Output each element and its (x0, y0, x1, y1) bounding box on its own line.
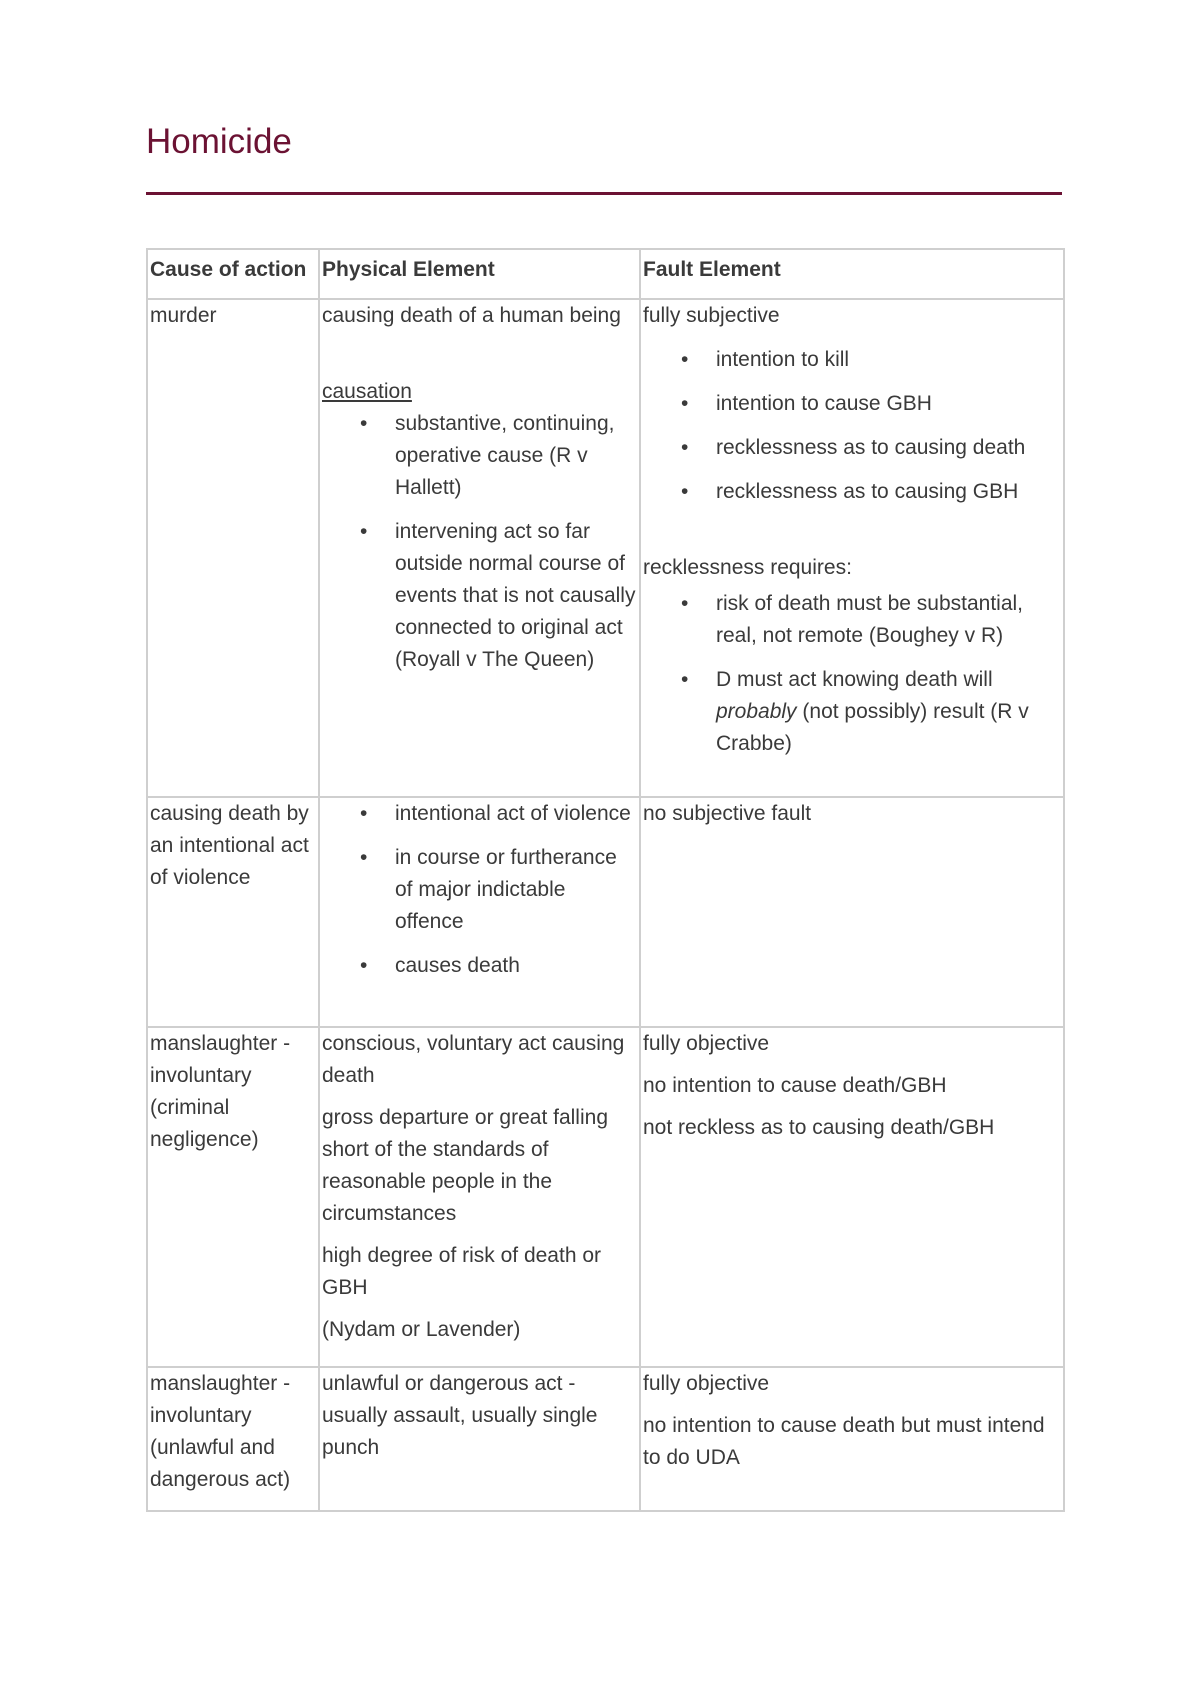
list-item: • substantive, continuing, operative cause (R v Hallett) (322, 408, 637, 504)
cause-cell: murder (147, 299, 319, 797)
recklessness-subheading: recklessness requires: (643, 556, 852, 579)
list-item: • risk of death must be substantial, real, not remote (Boughey v R) (643, 588, 1061, 652)
fault-cell (640, 1367, 1064, 1511)
list-item (643, 664, 1061, 760)
list-item: • recklessness as to causing GBH (643, 476, 1061, 508)
paragraph: gross departure or great falling short of the standards of reasonable people in the circumstances (322, 1106, 608, 1225)
table-header-row (147, 249, 1064, 299)
cause-cell: manslaughter - involuntary (criminal negligence) (147, 1027, 319, 1367)
physical-list (322, 798, 637, 982)
paragraph: unlawful or dangerous act - usually assault, usually single punch (322, 1372, 598, 1459)
causation-subheading: causation (322, 380, 412, 403)
cause-cell: manslaughter - involuntary (unlawful and dangerous act) (147, 1367, 319, 1511)
table-row (147, 1367, 1064, 1511)
paragraph: not reckless as to causing death/GBH (643, 1116, 995, 1139)
title-rule (146, 192, 1062, 195)
recklessness-list (643, 588, 1061, 760)
physical-cell (319, 1027, 640, 1367)
list-item: • recklessness as to causing death (643, 432, 1061, 464)
list-item: • intention to cause GBH (643, 388, 1061, 420)
cause-cell: causing death by an intentional act of violence (147, 797, 319, 1027)
table-row (147, 1027, 1064, 1367)
list-item: • intention to kill (643, 344, 1061, 376)
list-item: • in course or furtherance of major indictable offence (322, 842, 637, 938)
header-fault-element: Fault Element (640, 249, 1064, 299)
page-title: Homicide (146, 122, 292, 161)
table-row (147, 299, 1064, 797)
fault-list (643, 344, 1061, 508)
header-cause-of-action: Cause of action (147, 249, 319, 299)
physical-cell (319, 1367, 640, 1511)
physical-cell (319, 299, 640, 797)
paragraph: no intention to cause death/GBH (643, 1074, 947, 1097)
table-row (147, 797, 1064, 1027)
emphasis-text: probably (716, 700, 797, 723)
paragraph: high degree of risk of death or GBH (322, 1244, 602, 1299)
paragraph: fully objective (643, 1032, 770, 1055)
list-item: • causes death (322, 950, 637, 982)
causation-list (322, 408, 637, 676)
physical-intro: causing death of a human being (322, 304, 621, 327)
list-item: • intervening act so far outside normal course of events that is not causally connected to original act (Royall v The Queen) (322, 516, 637, 676)
homicide-table (146, 248, 1065, 1512)
paragraph: no intention to cause death but must intend to do UDA (643, 1414, 1045, 1469)
fault-cell (640, 299, 1064, 797)
header-physical-element: Physical Element (319, 249, 640, 299)
paragraph: fully objective (643, 1372, 770, 1395)
physical-cell (319, 797, 640, 1027)
list-item: • intentional act of violence (322, 798, 637, 830)
fault-intro: fully subjective (643, 304, 780, 327)
paragraph: conscious, voluntary act causing death (322, 1032, 625, 1087)
list-item-text: D must act knowing death will (716, 668, 993, 691)
fault-cell: no subjective fault (640, 797, 1064, 1027)
paragraph: (Nydam or Lavender) (322, 1318, 521, 1341)
fault-cell (640, 1027, 1064, 1367)
list-item-text: (not possibly) result (R v Crabbe) (716, 700, 1029, 755)
